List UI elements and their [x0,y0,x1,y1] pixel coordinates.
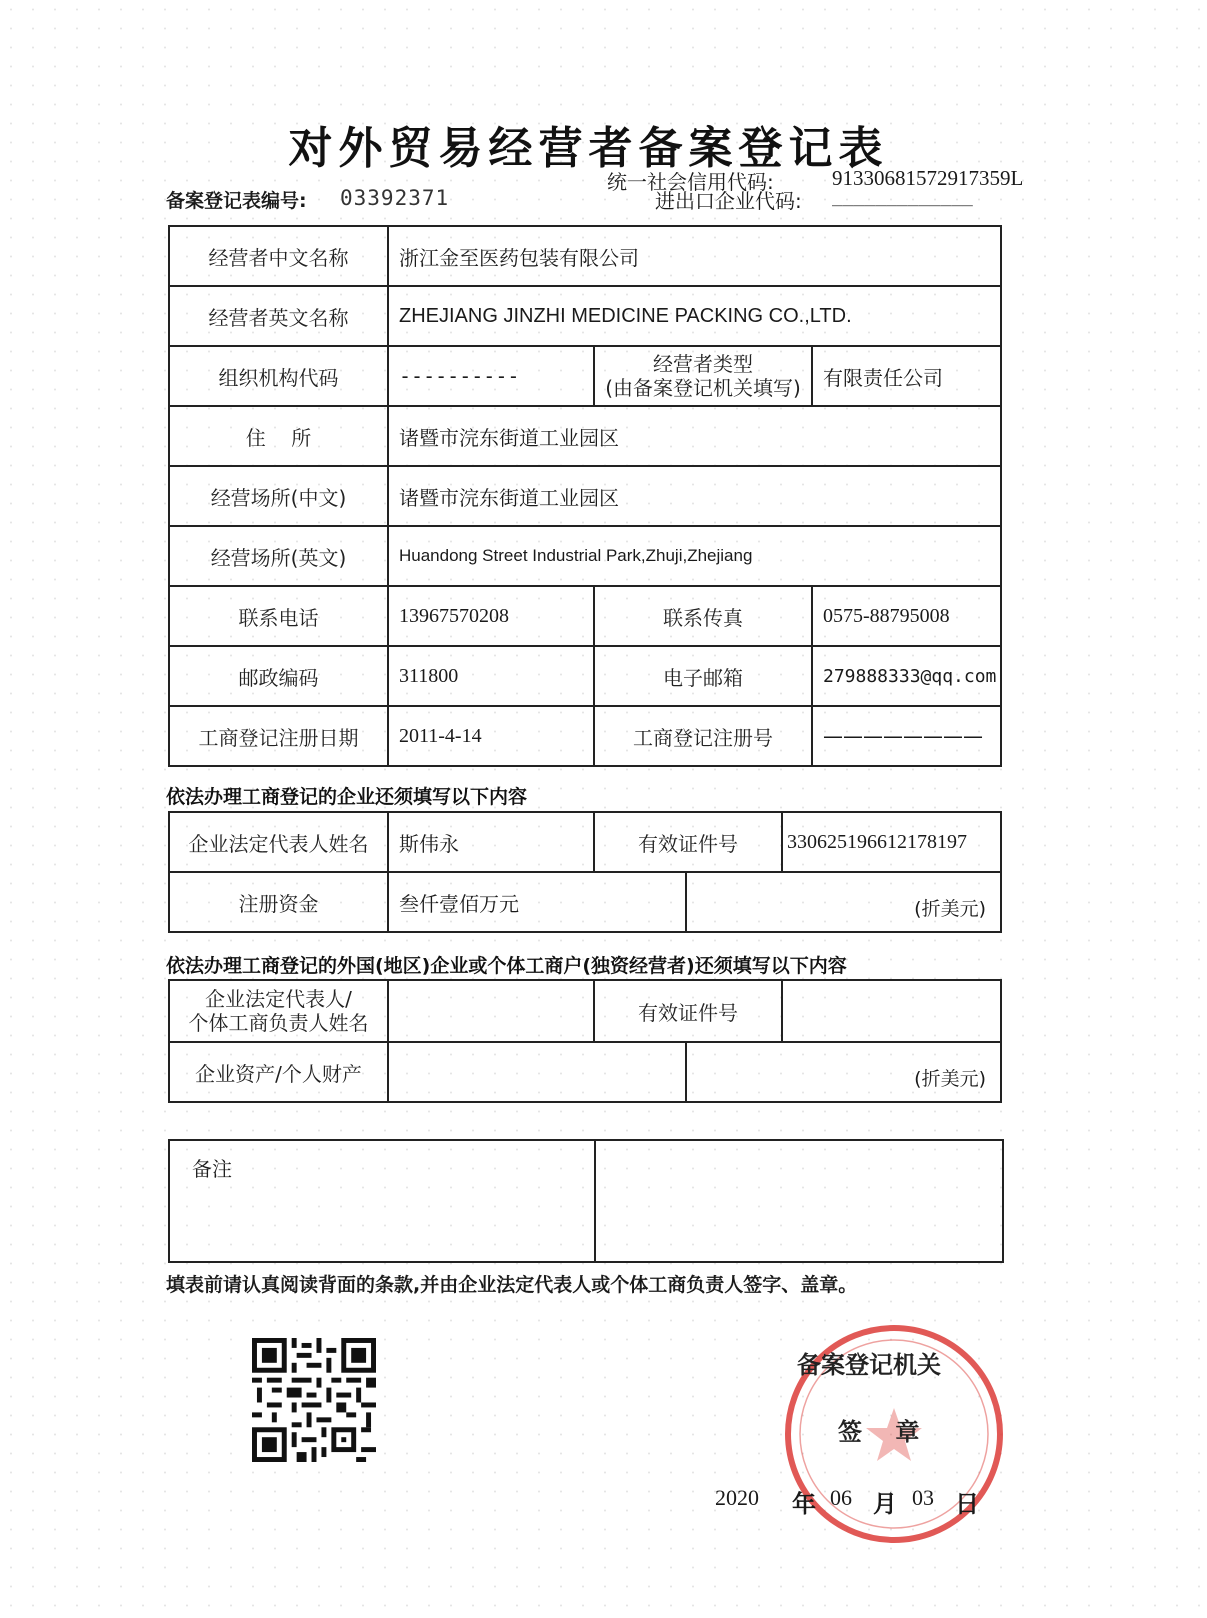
section1-table [168,811,1002,933]
legal-rep-label: 企业法定代表人姓名 [169,812,388,872]
foreign-rep-label [169,980,388,1042]
row-remarks [169,1140,1003,1262]
email-value: 279888333@qq.com [812,646,1001,706]
serial-label: 备案登记表编号: [166,190,307,212]
operator-type-label-line2: (由备案登记机关填写) [605,376,801,400]
assets-usd-cell [686,1042,1001,1102]
row-postcode [169,646,1001,706]
date-month-char: 月 [873,1490,897,1518]
row-capital [169,872,1001,932]
site-en-value: Huandong Street Industrial Park,Zhuji,Zhejiang [388,526,1001,586]
org-code-label: 组织机构代码 [169,346,388,406]
reg-no-value: ———————— [812,706,1001,766]
assets-value [388,1042,686,1102]
row-address [169,406,1001,466]
authority-seal-label: 签 章 [838,1418,920,1446]
ie-code-label: 进出口企业代码: [655,189,802,213]
cn-name-label: 经营者中文名称 [169,226,388,286]
site-cn-value: 诸暨市浣东街道工业园区 [388,466,1001,526]
section2-heading: 依法办理工商登记的外国(地区)企业或个体工商户(独资经营者)还须填写以下内容 [166,955,847,977]
fax-label: 联系传真 [594,586,812,646]
en-name-label: 经营者英文名称 [169,286,388,346]
reg-no-label: 工商登记注册号 [594,706,812,766]
email-label: 电子邮箱 [594,646,812,706]
credit-code-label: 统一社会信用代码: [607,170,774,194]
row-site-cn [169,466,1001,526]
site-en-label: 经营场所(英文) [169,526,388,586]
postcode-value: 311800 [388,646,594,706]
capital-value: 叁仟壹佰万元 [388,872,686,932]
main-info-table [168,225,1002,767]
phone-value: 13967570208 [388,586,594,646]
reg-date-label: 工商登记注册日期 [169,706,388,766]
section1-heading: 依法办理工商登记的企业还须填写以下内容 [166,786,528,808]
cn-name-value: 浙江金至医药包装有限公司 [388,226,1001,286]
footer-note: 填表前请认真阅读背面的条款,并由企业法定代表人或个体工商负责人签字、盖章。 [166,1274,858,1296]
postcode-label: 邮政编码 [169,646,388,706]
id-number-value: 330625196612178197 [782,812,1001,872]
date-year: 2020 [715,1485,759,1510]
section2-table [168,979,1002,1103]
date-month: 06 [830,1485,852,1510]
legal-rep-name: 斯伟永 [388,812,594,872]
operator-type-label [594,346,812,406]
capital-usd-cell [686,872,1001,932]
remarks-right-cell [595,1140,1003,1262]
date-year-char: 年 [792,1490,816,1518]
row-cn-name [169,226,1001,286]
id-number-label: 有效证件号 [594,812,782,872]
date-day: 03 [912,1485,934,1510]
qr-code-icon [252,1338,376,1462]
reg-date-value: 2011-4-14 [388,706,594,766]
foreign-rep-value [388,980,594,1042]
address-value: 诸暨市浣东街道工业园区 [388,406,1001,466]
foreign-rep-label-line2: 个体工商负责人姓名 [188,1011,369,1035]
foreign-id-label: 有效证件号 [594,980,782,1042]
form-title: 对外贸易经营者备案登记表 [288,123,889,174]
row-phone [169,586,1001,646]
foreign-id-value [782,980,1001,1042]
date-day-char: 日 [955,1490,979,1518]
address-label: 住 所 [169,406,388,466]
capital-usd-label: (折美元) [914,898,986,920]
capital-label: 注册资金 [169,872,388,932]
row-assets [169,1042,1001,1102]
row-reg-date [169,706,1001,766]
remarks-cell [169,1140,595,1262]
assets-usd-label: (折美元) [914,1068,986,1090]
row-site-en [169,526,1001,586]
remarks-label: 备注 [192,1157,232,1181]
row-org-code [169,346,1001,406]
credit-code-value: 91330681572917359L [832,166,1024,190]
operator-type-value: 有限责任公司 [812,346,1001,406]
org-code-value: ---------- [388,346,594,406]
ie-code-value: _____________ [832,186,973,207]
fax-value: 0575-88795008 [812,586,1001,646]
authority-label: 备案登记机关 [797,1351,941,1379]
row-en-name [169,286,1001,346]
assets-label: 企业资产/个人财产 [169,1042,388,1102]
serial-value: 03392371 [340,186,450,210]
operator-type-label-line1: 经营者类型 [653,352,753,376]
row-foreign-rep [169,980,1001,1042]
row-legal-rep [169,812,1001,872]
en-name-value: ZHEJIANG JINZHI MEDICINE PACKING CO.,LTD. [388,286,1001,346]
remarks-table [168,1139,1004,1263]
phone-label: 联系电话 [169,586,388,646]
foreign-rep-label-line1: 企业法定代表人/ [205,987,352,1011]
site-cn-label: 经营场所(中文) [169,466,388,526]
